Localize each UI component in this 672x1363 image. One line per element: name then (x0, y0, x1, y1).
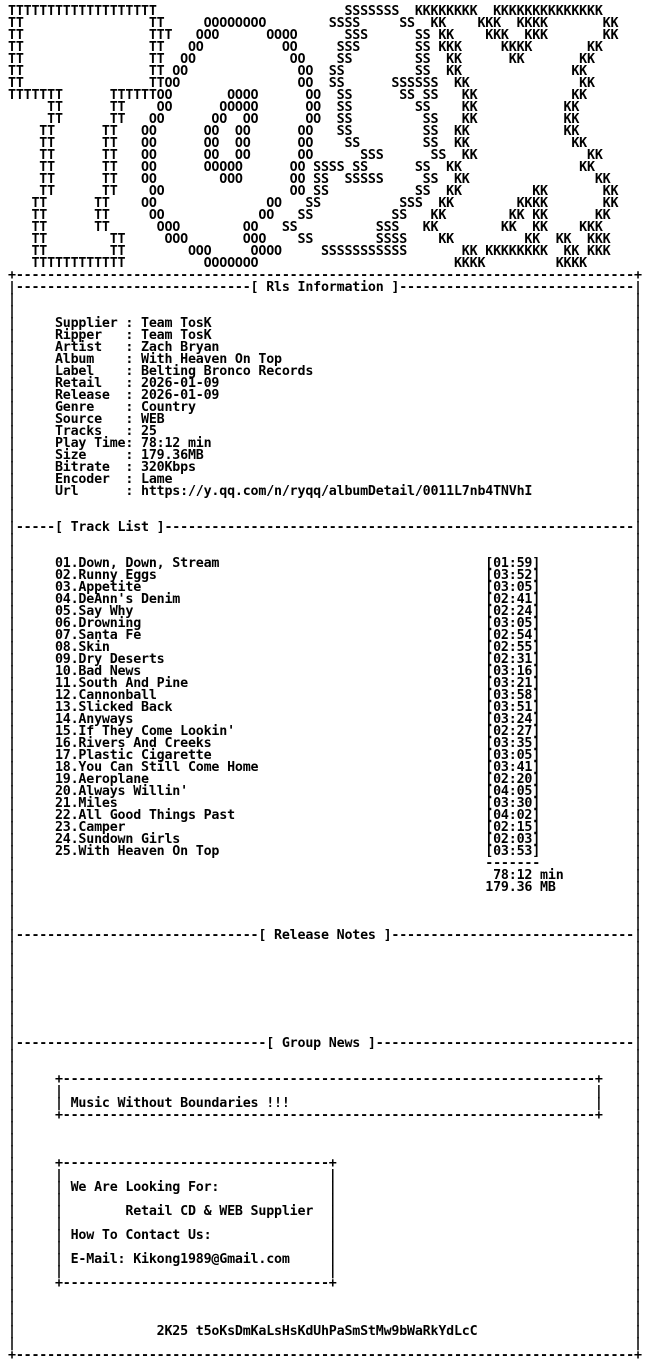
blank-line: | | (8, 1288, 642, 1303)
blank-line: | | (8, 508, 642, 523)
info-row: | Label : Belting Bronco Records | (8, 364, 642, 379)
track-row: | 06.Drowning [03:05] | (8, 616, 642, 631)
contact-box-blank: | | | | (8, 1240, 642, 1255)
blank-line: | | (8, 1336, 642, 1351)
logo-banner-row: TT TT OO OO SSS SS KKK KKKK KK (8, 40, 603, 55)
info-row: | Release : 2026-01-09 | (8, 388, 642, 403)
contact-box-blank: | | | | (8, 1216, 642, 1231)
track-total-time: | 78:12 min | (8, 868, 642, 883)
contact-box-bottom: | +----------------------------------+ | (8, 1276, 642, 1291)
contact-box-blank: | | | | (8, 1192, 642, 1207)
logo-banner-row: TT TT OO OO SS SS KK KK KK KK (8, 208, 611, 223)
track-row: | 19.Aeroplane [02:20] | (8, 772, 642, 787)
section-header-group-news: |--------------------------------[ Group News ]---------------------------------| (8, 1036, 642, 1051)
logo-banner-row: TT TT OO OO OO OO SS SS KK KK (8, 136, 587, 151)
blank-line: | | (8, 1060, 642, 1075)
blank-line: | | (8, 304, 642, 319)
logo-banner-row: TT TTOO OO SS SSSSSS KK KK (8, 76, 595, 91)
track-total-size: | 179.36 MB | (8, 880, 642, 895)
blank-line: | | (8, 904, 642, 919)
logo-banner-row: TT TT OOO OOOO SSSSSSSSSSS KK KKKKKKKK KK KKK (8, 244, 611, 259)
blank-line: | | (8, 1144, 642, 1159)
track-row: | 12.Cannonball [03:58] | (8, 688, 642, 703)
logo-banner-row: TT TT OO OO OO OO SSS SS KK KK (8, 148, 603, 163)
track-row: | 08.Skin [02:55] | (8, 640, 642, 655)
logo-banner-row: TTTTTTTTTTTTTTTTTTT SSSSSSS KKKKKKKK KKKKKKKKKKKKKK (8, 4, 603, 19)
track-row: | 13.Slicked Back [03:51] | (8, 700, 642, 715)
blank-line: | | (8, 952, 642, 967)
frame-top-border: +-------------------------------------------------------------------------------+ (8, 268, 642, 283)
blank-line: | | (8, 964, 642, 979)
logo-banner-row: TT TT OO OO SS SS KK KK KK (8, 184, 619, 199)
track-row: | 20.Always Willin' [04:05] | (8, 784, 642, 799)
motto-box-top: | +--------------------------------------------------------------------+ | (8, 1072, 642, 1087)
info-row: | Artist : Zach Bryan | (8, 340, 642, 355)
logo-banner-row: TT TT OOO OOO SS SSSS KK KK KK KKK (8, 232, 611, 247)
info-row: | Size : 179.36MB | (8, 448, 642, 463)
logo-banner-row: TT TT OO OO SS SSS KK KKKK KK (8, 196, 619, 211)
track-row: | 23.Camper [02:15] | (8, 820, 642, 835)
track-row: | 16.Rivers And Creeks [03:35] | (8, 736, 642, 751)
info-row: | Retail : 2026-01-09 | (8, 376, 642, 391)
blank-line: | | (8, 1132, 642, 1147)
contact-box-blank: | | | | (8, 1168, 642, 1183)
track-row: | 22.All Good Things Past [04:02] | (8, 808, 642, 823)
blank-line: | | (8, 916, 642, 931)
blank-line: | | (8, 292, 642, 307)
blank-line: | | (8, 1120, 642, 1135)
section-header-track-list: |-----[ Track List ]------------------------------------------------------------| (8, 520, 642, 535)
track-row: | 10.Bad News [03:16] | (8, 664, 642, 679)
track-row: | 02.Runny Eggs [03:52] | (8, 568, 642, 583)
blank-line: | | (8, 1300, 642, 1315)
track-row: | 03.Appetite [03:05] | (8, 580, 642, 595)
info-row: | Ripper : Team TosK | (8, 328, 642, 343)
info-row: | Play Time: 78:12 min | (8, 436, 642, 451)
logo-banner-row: TT TT OO OO SS SS KK KK (8, 64, 587, 79)
info-row: | Genre : Country | (8, 400, 642, 415)
motto-text: | | Music Without Boundaries !!! | | (8, 1096, 642, 1111)
blank-line: | | (8, 976, 642, 991)
supplier-wanted: | | Retail CD & WEB Supplier | | (8, 1204, 642, 1219)
track-row: | 07.Santa Fe [02:54] | (8, 628, 642, 643)
motto-box-bottom: | +--------------------------------------------------------------------+ | (8, 1108, 642, 1123)
info-row: | Tracks : 25 | (8, 424, 642, 439)
contact-box-top: | +----------------------------------+ | (8, 1156, 642, 1171)
looking-for-label: | | We Are Looking For: | | (8, 1180, 642, 1195)
blank-line: | | (8, 1012, 642, 1027)
logo-banner-row: TT TTT OOO OOOO SSS SS KK KKK KKK KK (8, 28, 619, 43)
logo-banner-row: TT TT OO OOO OO SS SSSSS SS KK KK (8, 172, 611, 187)
section-header-rls-information: |------------------------------[ Rls Information ]------------------------------| (8, 280, 642, 295)
track-row: | 04.DeAnn's Denim [02:41] | (8, 592, 642, 607)
info-row: | Source : WEB | (8, 412, 642, 427)
blank-line: | | (8, 496, 642, 511)
logo-banner-row: TTTTTTTTTTTT OOOOOOO KKKK KKKK (8, 256, 587, 271)
info-row: | Bitrate : 320Kbps | (8, 460, 642, 475)
track-row: | 24.Sundown Girls [02:03] | (8, 832, 642, 847)
track-row: | 05.Say Why [02:24] | (8, 604, 642, 619)
logo-banner-row: TT TT OOOOOOOO SSSS SS KK KKK KKKK KK (8, 16, 619, 31)
logo-banner-row: TT TT OO OO OO OO SS SS KK KK (8, 112, 580, 127)
logo-banner-row: TT TT OO OOOOO OO SS SS KK KK (8, 100, 580, 115)
track-row: | 18.You Can Still Come Home [03:41] | (8, 760, 642, 775)
blank-line: | | (8, 940, 642, 955)
frame-bottom-border: +-------------------------------------------------------------------------------+ (8, 1348, 642, 1363)
logo-banner-row: TT TT OO OOOOO OO SSSS SS SS KK KK (8, 160, 595, 175)
footer-signature: | 2K25 t5oKsDmKaLsHsKdUhPaSmStMw9bWaRkYdLcC | (8, 1324, 642, 1339)
blank-line: | | (8, 988, 642, 1003)
contact-email: | | E-Mail: Kikong1989@Gmail.com | | (8, 1252, 642, 1267)
blank-line: | | (8, 1000, 642, 1015)
contact-box-blank: | | | | (8, 1264, 642, 1279)
track-row: | 14.Anyways [03:24] | (8, 712, 642, 727)
logo-banner-row: TT TT OOO OO SS SSS KK KK KK KKK (8, 220, 603, 235)
section-header-release-notes: |-------------------------------[ Release Notes ]-------------------------------| (8, 928, 642, 943)
track-row: | 01.Down, Down, Stream [01:59] | (8, 556, 642, 571)
info-row: | Url : https://y.qq.com/n/ryqq/albumDetail/0011L7nb4TNVhI | (8, 484, 642, 499)
info-row: | Album : With Heaven On Top | (8, 352, 642, 367)
info-row: | Encoder : Lame | (8, 472, 642, 487)
motto-box-blank: | | | | (8, 1084, 642, 1099)
track-row: | 09.Dry Deserts [02:31] | (8, 652, 642, 667)
track-total-rule: | ------- | (8, 856, 642, 871)
track-row: | 25.With Heaven On Top [03:53] | (8, 844, 642, 859)
track-row: | 11.South And Pine [03:21] | (8, 676, 642, 691)
track-row: | 17.Plastic Cigarette [03:05] | (8, 748, 642, 763)
blank-line: | | (8, 1024, 642, 1039)
contact-label: | | How To Contact Us: | | (8, 1228, 642, 1243)
track-row: | 21.Miles [03:30] | (8, 796, 642, 811)
blank-line: | | (8, 1312, 642, 1327)
blank-line: | | (8, 1048, 642, 1063)
track-row: | 15.If They Come Lookin' [02:27] | (8, 724, 642, 739)
blank-line: | | (8, 532, 642, 547)
logo-banner-row: TT TT OO OO SS SS KK KK KK (8, 52, 595, 67)
logo-banner-row: TTTTTTT TTTTTTOO OOOO OO SS SS SS KK KK (8, 88, 587, 103)
info-row: | Supplier : Team TosK | (8, 316, 642, 331)
blank-line: | | (8, 544, 642, 559)
logo-banner-row: TT TT OO OO OO OO SS SS KK KK (8, 124, 580, 139)
blank-line: | | (8, 892, 642, 907)
